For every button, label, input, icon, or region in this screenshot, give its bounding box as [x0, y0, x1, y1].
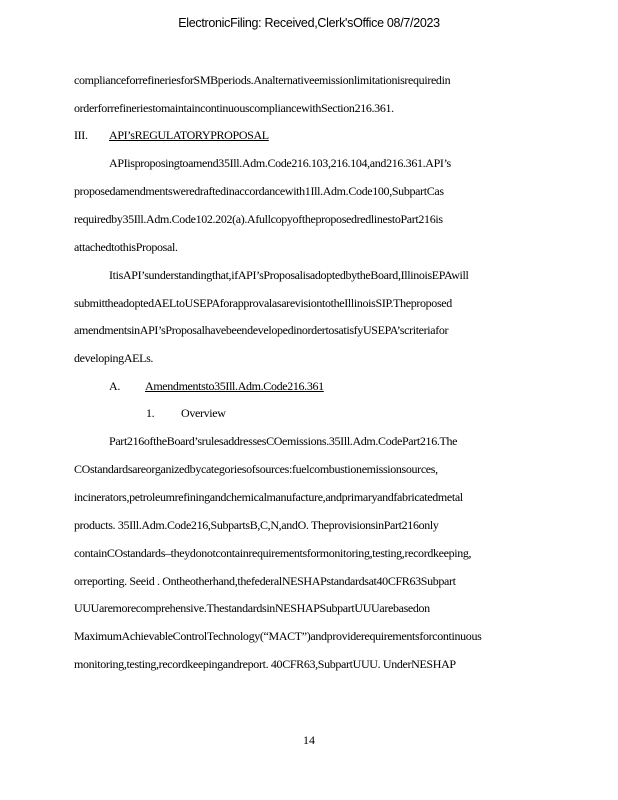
- body-line: APIisproposingtoamend35Ill.Adm.Code216.103,216.104,and216.361.API’s: [109, 156, 451, 170]
- body-line: attachedtothisProposal.: [74, 240, 178, 254]
- subsection-title: Amendmentsto35Ill.Adm.Code216.361: [145, 379, 324, 393]
- subsection-number: A.: [109, 379, 120, 393]
- body-line: incinerators,petroleumrefiningandchemicalmanufacture,andprimaryandfabricatedmetal: [74, 490, 463, 504]
- sub-subsection-heading-1: [146, 406, 226, 421]
- body-line: orderforrefineriestomaintaincontinuouscompliancewithSection216.361.: [74, 101, 394, 115]
- body-line: Part216oftheBoard’srulesaddressesCOemissions.35Ill.Adm.CodePart216.The: [109, 434, 458, 448]
- body-line: UUUaremorecomprehensive.ThestandardsinNESHAPSubpartUUUarebasedon: [74, 601, 430, 615]
- body-line: complianceforrefineriesforSMBperiods.Analternativeemissionlimitationisrequiredin: [74, 73, 451, 87]
- body-line: monitoring,testing,recordkeepingandreport. 40CFR63,SubpartUUU. UnderNESHAP: [74, 657, 456, 671]
- section-title: API’sREGULATORYPROPOSAL: [109, 128, 269, 142]
- page-number: 14: [303, 733, 315, 747]
- sub-subsection-title: Overview: [181, 406, 226, 420]
- body-line: amendmentsinAPI’sProposalhavebeendevelopedinordertosatisfyUSEPA’scriteriafor: [74, 323, 449, 337]
- section-number: III.: [74, 128, 88, 142]
- body-line: COstandardsareorganizedbycategoriesofsources:fuelcombustionemissionsources,: [74, 462, 438, 476]
- body-line: MaximumAchievableControlTechnology(“MACT”)andproviderequirementsforcontinuous: [74, 629, 482, 643]
- body-line: proposedamendmentsweredraftedinaccordancewith1Ill.Adm.Code100,SubpartCas: [74, 184, 444, 198]
- body-line: requiredby35Ill.Adm.Code102.202(a).AfullcopyoftheproposedredlinestoPart216is: [74, 212, 443, 226]
- filing-header: ElectronicFiling: Received,Clerk'sOffice 08/7/2023: [178, 16, 440, 30]
- body-line: developingAELs.: [74, 351, 154, 365]
- body-line: containCOstandards–theydonotcontainrequirementsformonitoring,testing,recordkeeping,: [74, 546, 472, 560]
- subsection-heading-a: [109, 379, 324, 394]
- body-line: ItisAPI’sunderstandingthat,ifAPI’sProposalisadoptedbytheBoard,IllinoisEPAwill: [109, 268, 469, 282]
- sub-subsection-number: 1.: [146, 406, 155, 420]
- body-line: products. 35Ill.Adm.Code216,SubpartsB,C,N,andO. TheprovisionsinPart216only: [74, 518, 439, 532]
- section-heading-iii: [74, 128, 269, 143]
- body-line: orreporting. Seeid . Ontheotherhand,thefederalNESHAPstandardsat40CFR63Subpart: [74, 574, 456, 588]
- body-line: submittheadoptedAELtoUSEPAforapprovalasarevisiontotheIllinoisSIP.Theproposed: [74, 296, 452, 310]
